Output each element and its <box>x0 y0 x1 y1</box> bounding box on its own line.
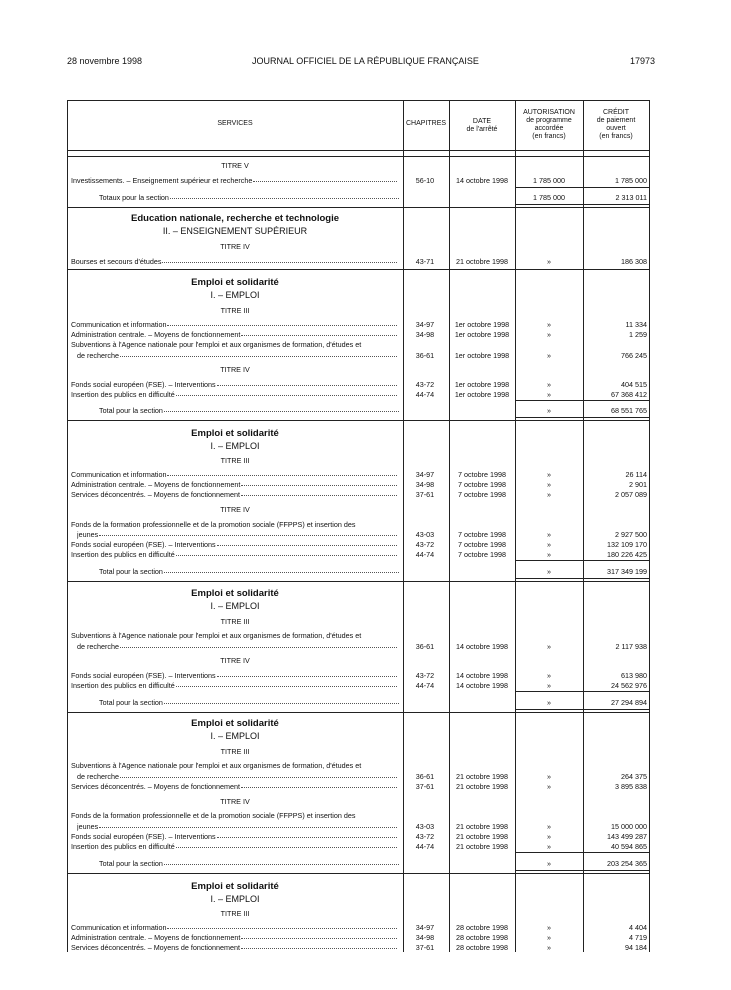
section-subtitle: II. – ENSEIGNEMENT SUPÉRIEUR <box>162 226 308 236</box>
section-subtitle: I. – EMPLOI <box>210 894 260 904</box>
section-subtitle: I. – EMPLOI <box>210 731 260 741</box>
titre-heading: TITRE IV <box>220 505 250 514</box>
section-separator <box>67 712 650 713</box>
titre-heading: TITRE III <box>220 617 250 626</box>
section-title: Emploi et solidarité <box>191 718 279 729</box>
total-credit: 2 313 011 <box>615 193 647 202</box>
total-autorisation: 1 785 000 <box>533 193 565 202</box>
section-title: Emploi et solidarité <box>191 588 279 599</box>
section-subtitle: I. – EMPLOI <box>210 441 260 451</box>
titre-heading: TITRE IV <box>220 656 250 665</box>
col-header-date: DATE de l'arrêté <box>466 118 498 133</box>
titre-heading: TITRE IV <box>220 242 250 251</box>
titre-heading: TITRE IV <box>220 797 250 806</box>
col-rule-right <box>649 100 650 952</box>
titre-heading: TITRE III <box>220 456 250 465</box>
section-title: Emploi et solidarité <box>191 277 279 288</box>
section-title: Education nationale, recherche et technologie <box>131 213 339 224</box>
titre-heading: TITRE III <box>220 747 250 756</box>
total-autorisation: » <box>547 698 551 707</box>
page-number: 17973 <box>629 56 655 66</box>
table-top-rule <box>67 100 650 101</box>
section-title: Emploi et solidarité <box>191 428 279 439</box>
total-autorisation: » <box>547 859 551 868</box>
header-title: JOURNAL OFFICIEL DE LA RÉPUBLIQUE FRANÇAISE <box>252 56 479 66</box>
section-separator <box>67 269 650 270</box>
titre-heading: TITRE III <box>220 909 250 918</box>
section-title: Emploi et solidarité <box>191 881 279 892</box>
section-subtitle: I. – EMPLOI <box>210 290 260 300</box>
total-credit: 317 349 199 <box>607 567 647 576</box>
section-separator <box>67 207 650 208</box>
section-separator <box>67 581 650 582</box>
titre-heading: TITRE V <box>221 161 249 170</box>
titre-heading: TITRE III <box>220 306 250 315</box>
header-bottom-rule <box>67 150 650 151</box>
section-separator <box>67 420 650 421</box>
total-credit: 27 294 894 <box>611 698 647 707</box>
total-credit: 68 551 765 <box>611 406 647 415</box>
total-autorisation: » <box>547 567 551 576</box>
total-label: Total pour la section <box>99 567 399 576</box>
section-subtitle: I. – EMPLOI <box>210 601 260 611</box>
allocation-table: SERVICES CHAPITRES DATE de l'arrêté AUTORISATION de programme accordée (en francs) CRÉDIT de paiement ouvert (en francs) TITRE V Investissements. – Enseignement supérieur et recherche 56-10 14 octobre 1998 1 785 000 1 785 000 Totaux pour la section 1 785 000 2 313 011 Education nationale, recherche et technologie II. – ENSEIGNEMENT SUPÉRIEUR TITRE IV Bourses et secours d'études 43-71 21 octobre 1998 » 186 308 Emploi et solidarité I. – EMPLOI TITRE III Communication et information 34-97 1er octobre 1998 » 11 334 Administration centrale. – Moyens de fonctionnement 34-98 1er octobre 1998 » 1 259 Subventions à l'Agence nationale pour l'emploi et aux organismes de formation, d'études et de recherche 36-61 1er octobre 1998 » 766 245 TITRE IV Fonds social européen (FSE). – Interventions 43-72 1er octobre 1998 » 404 515 Insertion des publics en difficulté 44-74 1er octobre 1998 » 67 368 412 Total pour la section » 68 551 765 Emploi et solidarité I. – EMPLOI TITRE III Communication et information 34-97 7 octobre 1998 » 26 114 Administration centrale. – Moyens de fonctionnement 34-98 7 octobre 1998 » 2 901 Services déconcentrés. – Moyens de fonctionnement 37-61 7 octobre 1998 » 2 057 089 TITRE IV Fonds de la formation professionnelle et de la promotion sociale (FFPPS) et insertion des jeunes 43-03 7 octobre 1998 » 2 927 500 Fonds social européen (FSE). – Interventions 43-72 7 octobre 1998 » 132 109 170 Insertion des publics en difficulté 44-74 7 octobre 1998 » 180 226 425 Total pour la section » 317 349 199 Emploi et solidarité I. – EMPLOI TITRE III Subventions à l'Agence nationale pour l'emploi et aux organismes de formation, d'études et de recherche 36-61 14 octobre 1998 » 2 117 938 TITRE IV Fonds social européen (FSE). – Interventions 43-72 14 octobre 1998 » 613 980 Insertion des publics en difficulté 44-74 14 octobre 1998 » 24 562 976 Total pour la section » 27 294 894 Emploi et solidarité I. – EMPLOI TITRE III Subventions à l'Agence nationale pour l'emploi et aux organismes de formation, d'études et de recherche 36-61 21 octobre 1998 » 264 375 Services déconcentrés. – Moyens de fonctionnement 37-61 21 octobre 1998 » 3 895 838 TITRE IV Fonds de la formation professionnelle et de la promotion sociale (FFPPS) et insertion des jeunes 43-03 21 octobre 1998 » 15 000 000 Fonds social européen (FSE). – Interventions 43-72 21 octobre 1998 » 143 499 287 Insertion des publics en difficulté 44-74 21 octobre 1998 » 40 594 865 Total pour la section » 203 254 365 Emploi et solidarité I. – EMPLOI TITRE III Communication et information 34-97 28 octobre 1998 » 4 404 Administration centrale. – Moyens de fonctionnement 34-98 28 octobre 1998 » 4 719 Services déconcentrés. – Moyens de fonctionnement 37-61 28 octobre 1998 » 94 184 <box>67 100 650 952</box>
total-label: Totaux pour la section <box>99 193 399 202</box>
header-double-rule <box>67 156 650 157</box>
col-header-services: SERVICES <box>217 120 253 127</box>
col-header-autorisation: AUTORISATION de programme accordée (en francs) <box>523 109 575 140</box>
header-date: 28 novembre 1998 <box>67 56 143 66</box>
col-header-credit: CRÉDIT de paiement ouvert (en francs) <box>596 109 636 140</box>
col-header-chapitres: CHAPITRES <box>405 120 447 127</box>
total-credit: 203 254 365 <box>607 859 647 868</box>
total-autorisation: » <box>547 406 551 415</box>
section-separator <box>67 873 650 874</box>
total-label: Total pour la section <box>99 698 399 707</box>
total-label: Total pour la section <box>99 406 399 415</box>
total-label: Total pour la section <box>99 859 399 868</box>
titre-heading: TITRE IV <box>220 365 250 374</box>
